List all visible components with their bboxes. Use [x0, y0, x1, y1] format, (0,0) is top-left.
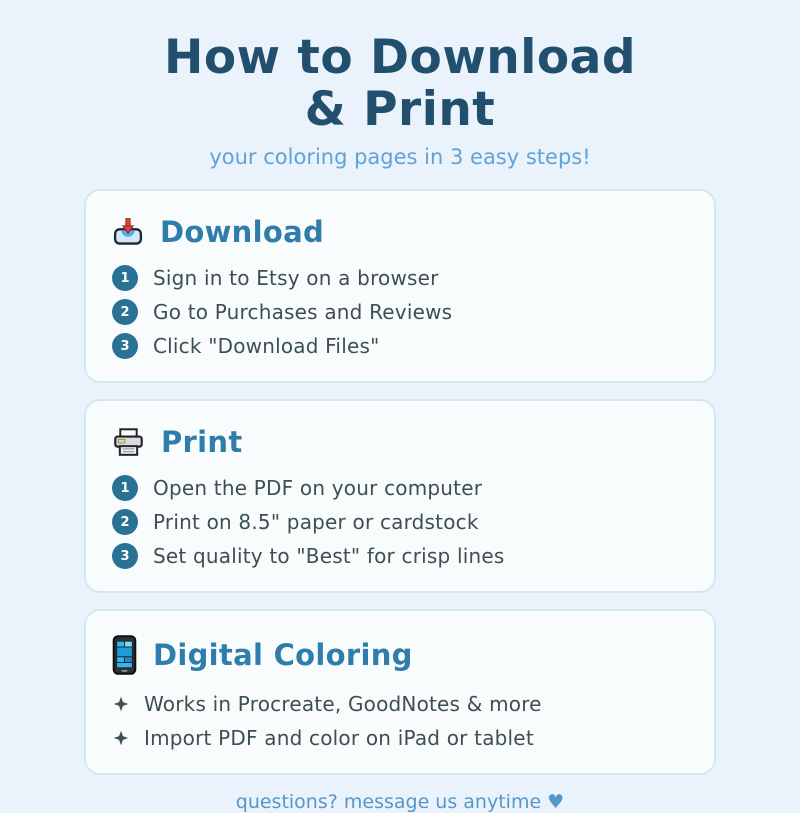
page-subtitle: your coloring pages in 3 easy steps!: [209, 145, 591, 170]
list-item: [112, 475, 688, 501]
step-text: Sign in to Etsy on a browser: [153, 266, 439, 291]
list-item: [112, 543, 688, 569]
four-pointed-star-icon: [112, 730, 129, 747]
print-steps: [112, 475, 688, 569]
download-card-header: [112, 215, 688, 249]
footer-message: questions? message us anytime ♥: [235, 791, 565, 813]
digital-coloring-card-header: [112, 635, 688, 675]
digital-coloring-card: [84, 609, 716, 775]
step-number-badge: 2: [112, 299, 138, 325]
digital-coloring-card-title: Digital Coloring: [153, 638, 413, 673]
inbox-tray-download-icon: [112, 217, 144, 247]
print-card-header: [112, 425, 688, 459]
page-title-line1: How to Download: [164, 30, 636, 85]
list-item: [112, 333, 688, 359]
page-title-line2: & Print: [304, 81, 496, 137]
list-item: [112, 509, 688, 535]
step-text: Set quality to "Best" for crisp lines: [153, 544, 505, 569]
step-text: Go to Purchases and Reviews: [153, 300, 453, 325]
page-title: [164, 32, 636, 135]
print-card-title: Print: [161, 425, 243, 460]
step-number-badge: 3: [112, 543, 138, 569]
digital-coloring-bullets: [112, 691, 688, 751]
list-item: [112, 299, 688, 325]
step-number-badge: 3: [112, 333, 138, 359]
step-text: Import PDF and color on iPad or tablet: [144, 726, 534, 751]
list-item: [112, 725, 688, 751]
step-number-badge: 1: [112, 475, 138, 501]
download-steps: [112, 265, 688, 359]
smartphone-icon: [112, 635, 137, 675]
download-card: [84, 189, 716, 383]
printer-icon: [112, 427, 145, 458]
print-card: [84, 399, 716, 593]
step-text: Print on 8.5" paper or cardstock: [153, 510, 479, 535]
step-text: Works in Procreate, GoodNotes & more: [144, 692, 542, 717]
four-pointed-star-icon: [112, 696, 129, 713]
cards-container: [84, 189, 716, 775]
step-number-badge: 2: [112, 509, 138, 535]
list-item: [112, 265, 688, 291]
list-item: [112, 691, 688, 717]
download-card-title: Download: [160, 215, 325, 250]
step-text: Open the PDF on your computer: [153, 476, 483, 501]
step-number-badge: 1: [112, 265, 138, 291]
step-text: Click "Download Files": [153, 334, 380, 359]
